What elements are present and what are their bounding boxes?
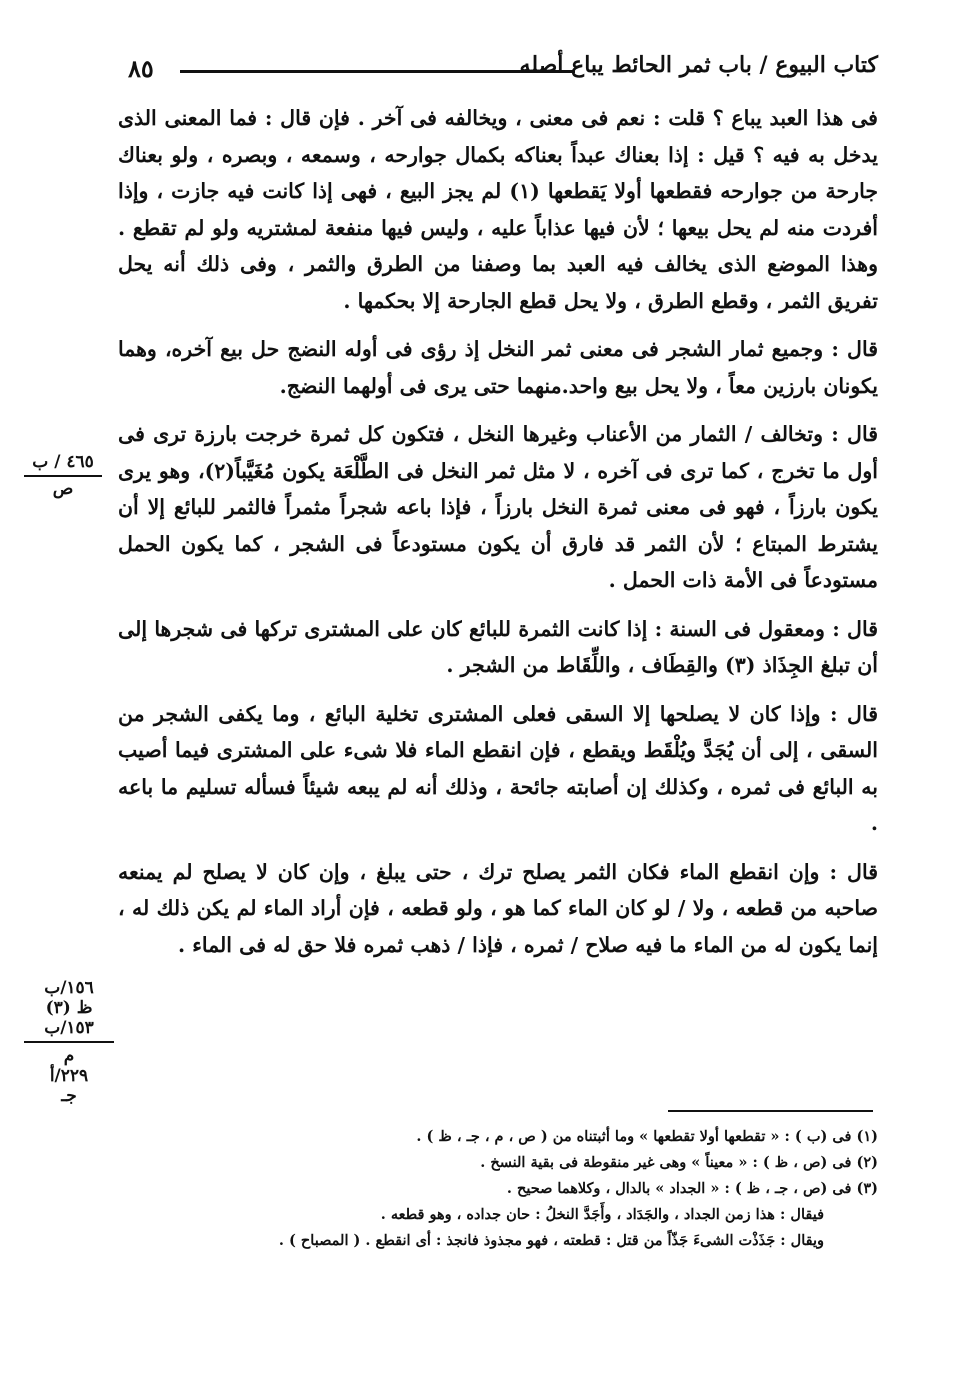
paragraph-text: وتخالف / الثمار من الأعناب وغيرها النخل ، فتكون كل ثمرة خرجت بارزة ترى فى أول ما تخرج ، كما ترى فى آخره ، لا مثل ثمر النخل فى الطَّلْعَة يكون مُغَيَّباً(٢)، وهو يرى يكون بارزاً ، فهو فى معنى ثمرة النخل بارزاً ، فإذا باعه شجراً مثمراً فالثمر للبائع إلا أن يشترط المبتاع ؛ لأن الثمر قد فارق أن يكون مستودعاً فى الشجر ، كما يكون الحمل مستودعاً فى الأمة ذات الحمل . [118,422,878,592]
margin-note-line: جـ [61,1086,77,1106]
footnote: (٢) فى (ص ، ظ ) : « معيناً » وهى غير منقوطة فى بقية النسخ . [480,1154,878,1171]
paragraph-lead: قال : [829,859,878,884]
paragraph-lead: قال : [831,422,878,446]
paragraph-text: فى هذا العبد يباع ؟ قلت : نعم فى معنى ، ويخالفه فى آخر . فإن قال : فما المعنى الذى يدخل به فيه ؟ قيل : إذا بعناك عبداً بعناكه بكمال جوارحه ، وسمعه ، وبصره ، ولو بعناك جارحة من جوارحه فقطعها أولا يَقطعها (١) لم يجز البيع ، فهى إذا كانت فيه جازت ، وإذا أفردت منه لم يحل بيعها ؛ لأن فيها عذاباً عليه ، وليس فيها منفعة لمشتريه ولو لم تقطع . وهذا الموضع الذى يخالف فيه العبد بما وصفنا من الطرق والثمر ، وفى ذلك أنه يحل تفريق الثمر ، وقطع الطرق ، ولا يحل قطع الجارحة إلا بحكمها . [118,106,878,313]
margin-note-line: ظ (٣) [45,998,93,1018]
footnote: (٣) فى (ص ، جـ ، ظ ) : « الجداد » بالدال ، وكلاهما صحيح . [506,1180,878,1197]
margin-note-manuscript-ref [24,978,114,1106]
footnote-separator [668,1110,873,1112]
paragraph-lead: قال : [831,337,878,361]
paragraph [118,696,878,842]
margin-note-line: ص [52,479,74,499]
paragraph-text: ومعقول فى السنة : إذا كانت الثمرة للبائع كان على المشترى تركها فى شجرها إلى أن تبلغ الجِذَاذ (٣) والقِطَاف ، واللِّقَاط من الشجر . [118,616,878,677]
margin-note-line: ١٥٣/ب [44,1018,94,1038]
margin-note-line: ١٥٦/ب [44,978,94,998]
paragraph [118,100,878,319]
paragraph [118,611,878,684]
paragraph-lead: قال : [832,616,878,641]
footnote-continuation: ويقال : جَذَذْت الشىءَ جَذّاً من قتل : قطعته ، فهو مجذوذ فانجذ : أى انقطع . ( المصباح ) . [278,1232,824,1249]
paragraph [118,331,878,404]
margin-note-rule [24,475,102,477]
paragraph-text: وجميع ثمار الشجر فى معنى ثمر النخل إذ رؤى فى أوله النضج حل بيع آخره، وهما يكونان بارزين معاً ، ولا يحل بيع واحد.منهما حتى يرى فى أولهما النضج. [118,337,878,398]
paragraph [118,416,878,599]
page-number: ٨٥ [128,54,154,83]
header-rule [180,70,575,73]
paragraph-lead: قال : [830,701,878,726]
paragraph-text: وإن انقطع الماء فكان الثمر يصلح ترك ، حتى يبلغ ، وإن كان لا يصلح لم يمنعه صاحبه من قطعه ، ولا / لو كان الماء كما هو ، ولو قطعه ، فإن أراد الماء لم يكن ذلك له ، إنما يكون له من الماء ما فيه صلاح / ثمره ، فإذا / ذهب ثمره فلا حق له فى الماء . [118,859,878,957]
margin-note-line: م [63,1046,75,1066]
running-title: كتاب البيوع / باب ثمر الحائط يباع أصله [519,52,878,78]
paragraph-text: وإذا كان لا يصلحها إلا السقى فعلى المشترى تخلية البائع ، وما يكفى الشجر من السقى ، إلى أن يُجَدَّ ويُلْقَط ويقطع ، فإن انقطع الماء فلا شىء على المشترى فيما أصيب به البائع فى ثمره ، وكذلك إن أصابته جائحة ، وذلك أنه لم يبعه شيئاً فسأله تسليم ما باعه . [118,701,878,835]
paragraph [118,854,878,964]
running-header [118,50,878,90]
main-text [118,100,878,975]
margin-note-line: ٢٢٩/أ [49,1066,89,1086]
footnote-continuation: فيقال : هذا زمن الجداد ، والجَدَاد ، وأَجَدَّ النخلُ : حان جداده ، وهو قطعه . [380,1206,824,1223]
margin-note-manuscript-ref [24,452,102,499]
margin-note-line: ٤٦٥ / ب [32,452,94,472]
footnotes [150,1124,878,1254]
margin-note-rule [24,1041,114,1043]
footnote: (١) فى (ب ) : « تقطعها أولا تقطعها » وما أثبتناه من ( ص ، م ، جـ ، ظ ) . [416,1128,878,1145]
